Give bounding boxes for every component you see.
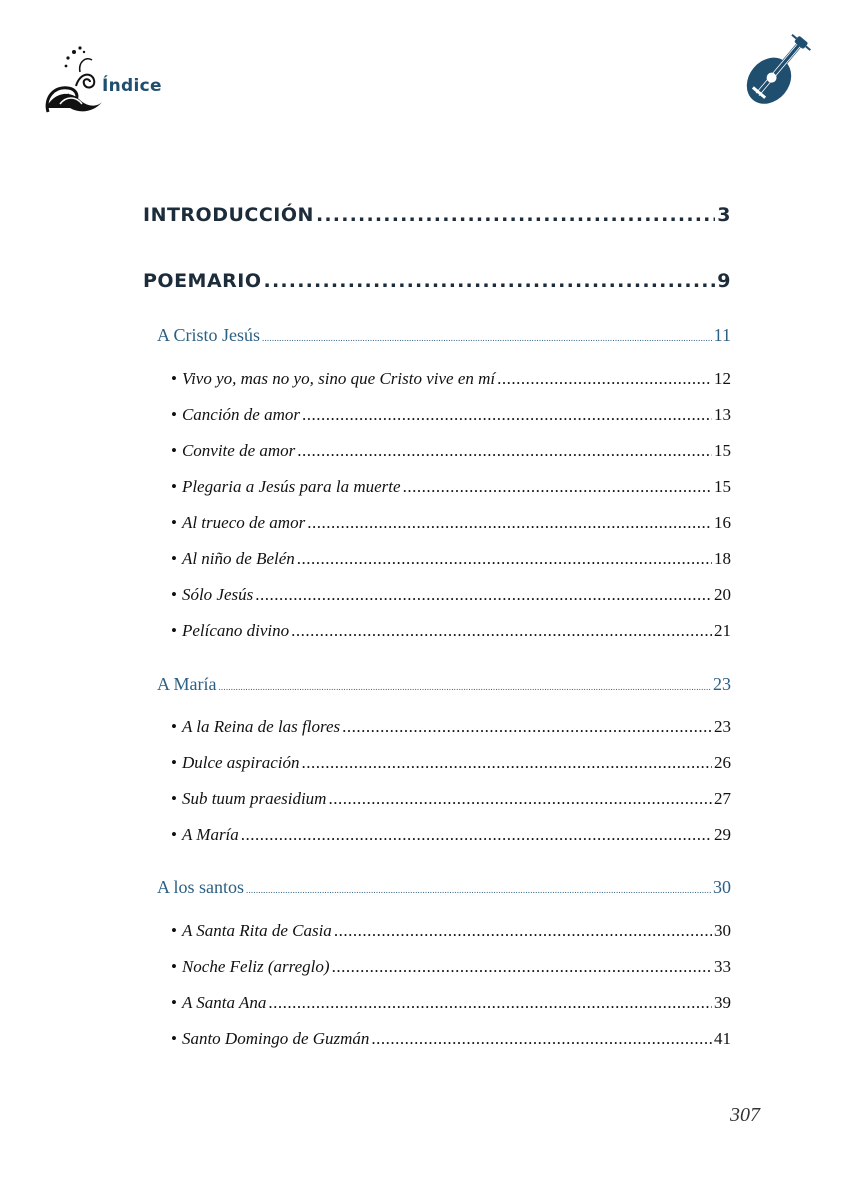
- toc-item-title: A María: [181, 825, 239, 844]
- bullet: •: [171, 753, 177, 772]
- dot-leader: [316, 204, 715, 226]
- toc-item[interactable]: [171, 717, 731, 737]
- page-number: 307: [730, 1104, 760, 1126]
- toc-section-title: A María: [157, 674, 217, 694]
- toc-item[interactable]: [171, 621, 731, 641]
- bullet: •: [171, 717, 177, 736]
- bullet: •: [171, 405, 177, 424]
- toc-section-a-los-santos[interactable]: [157, 877, 731, 898]
- toc-entry-title: POEMARIO: [143, 270, 262, 292]
- toc-item-title: Noche Feliz (arreglo): [181, 957, 330, 976]
- dot-leader: [403, 477, 712, 497]
- toc-item[interactable]: [171, 825, 731, 845]
- toc-item-page: 26: [714, 753, 731, 772]
- dot-leader: [332, 957, 712, 977]
- toc-section-title: A los santos: [157, 877, 245, 897]
- toc-item-page: 12: [714, 369, 731, 388]
- toc-entry-page: 3: [717, 204, 731, 226]
- dot-leader: [307, 513, 712, 533]
- dot-leader: [255, 585, 712, 605]
- dot-leader: [302, 405, 712, 425]
- dot-leader: [241, 825, 712, 845]
- toc-item[interactable]: [171, 1029, 731, 1049]
- dot-leader: [297, 549, 712, 569]
- toc-entry-poemario[interactable]: [143, 270, 731, 292]
- dot-leader: [268, 993, 712, 1013]
- toc-entry-title: INTRODUCCIÓN: [143, 204, 314, 226]
- toc-section-page: 30: [713, 877, 731, 897]
- toc-item-title: A la Reina de las flores: [181, 717, 341, 736]
- dot-leader: [371, 1029, 712, 1049]
- toc-item-page: 15: [714, 441, 731, 460]
- dot-leader: [246, 885, 711, 895]
- toc-item-page: 18: [714, 549, 731, 568]
- toc-entry-page: 9: [717, 270, 731, 292]
- toc-item-title: Sub tuum praesidium: [181, 789, 327, 808]
- toc-item[interactable]: [171, 549, 731, 569]
- toc-item-page: 29: [714, 825, 731, 844]
- toc-item-page: 21: [714, 621, 731, 640]
- toc-item-page: 30: [714, 921, 731, 940]
- toc-item[interactable]: [171, 369, 731, 389]
- toc-item-page: 20: [714, 585, 731, 604]
- toc-item[interactable]: [171, 921, 731, 941]
- dot-leader: [264, 270, 716, 292]
- dot-leader: [497, 369, 712, 389]
- toc-section-a-maria[interactable]: [157, 674, 731, 695]
- bullet: •: [171, 513, 177, 532]
- bullet: •: [171, 993, 177, 1012]
- toc-item[interactable]: [171, 789, 731, 809]
- dot-leader: [262, 333, 712, 343]
- toc-item[interactable]: [171, 477, 731, 497]
- dot-leader: [297, 441, 712, 461]
- bullet: •: [171, 825, 177, 844]
- toc-section-title: A Cristo Jesús: [157, 325, 261, 345]
- toc-item-page: 13: [714, 405, 731, 424]
- toc-item[interactable]: [171, 585, 731, 605]
- bullet: •: [171, 621, 177, 640]
- toc-item[interactable]: [171, 993, 731, 1013]
- bullet: •: [171, 921, 177, 940]
- dot-leader: [302, 753, 712, 773]
- toc-item-title: Vivo yo, mas no yo, sino que Cristo vive en mí: [181, 369, 496, 388]
- toc-item-page: 41: [714, 1029, 731, 1048]
- toc-item[interactable]: [171, 753, 731, 773]
- section-header-title: Índice: [102, 76, 162, 96]
- toc-item-page: 33: [714, 957, 731, 976]
- toc-item-title: Santo Domingo de Guzmán: [181, 1029, 370, 1048]
- dot-leader: [218, 682, 711, 692]
- toc-item[interactable]: [171, 513, 731, 533]
- toc-section-page: 23: [713, 674, 731, 694]
- bullet: •: [171, 1029, 177, 1048]
- toc-item-title: Al niño de Belén: [181, 549, 295, 568]
- toc-item-page: 15: [714, 477, 731, 496]
- toc-item[interactable]: [171, 957, 731, 977]
- bullet: •: [171, 441, 177, 460]
- dot-leader: [291, 621, 712, 641]
- bullet: •: [171, 549, 177, 568]
- toc-item-page: 23: [714, 717, 731, 736]
- dot-leader: [334, 921, 712, 941]
- toc-item-title: A Santa Ana: [181, 993, 267, 1012]
- toc-item-title: Plegaria a Jesús para la muerte: [181, 477, 401, 496]
- toc-section-page: 11: [713, 325, 731, 345]
- toc-item-title: Canción de amor: [181, 405, 300, 424]
- bullet: •: [171, 957, 177, 976]
- bullet: •: [171, 789, 177, 808]
- toc-item[interactable]: [171, 441, 731, 461]
- toc-item-page: 27: [714, 789, 731, 808]
- toc-item-title: Al trueco de amor: [181, 513, 306, 532]
- toc-item-title: Dulce aspiración: [181, 753, 300, 772]
- toc-section-a-cristo-jesus[interactable]: [157, 325, 731, 346]
- toc-item-title: Sólo Jesús: [181, 585, 254, 604]
- dot-leader: [342, 717, 712, 737]
- bullet: •: [171, 369, 177, 388]
- bullet: •: [171, 585, 177, 604]
- toc-item[interactable]: [171, 405, 731, 425]
- toc-entry-introduccion[interactable]: [143, 204, 731, 226]
- dot-leader: [328, 789, 712, 809]
- toc-item-title: A Santa Rita de Casia: [181, 921, 332, 940]
- toc-item-page: 39: [714, 993, 731, 1012]
- bullet: •: [171, 477, 177, 496]
- toc-item-page: 16: [714, 513, 731, 532]
- toc-item-title: Pelícano divino: [181, 621, 290, 640]
- toc-item-title: Convite de amor: [181, 441, 296, 460]
